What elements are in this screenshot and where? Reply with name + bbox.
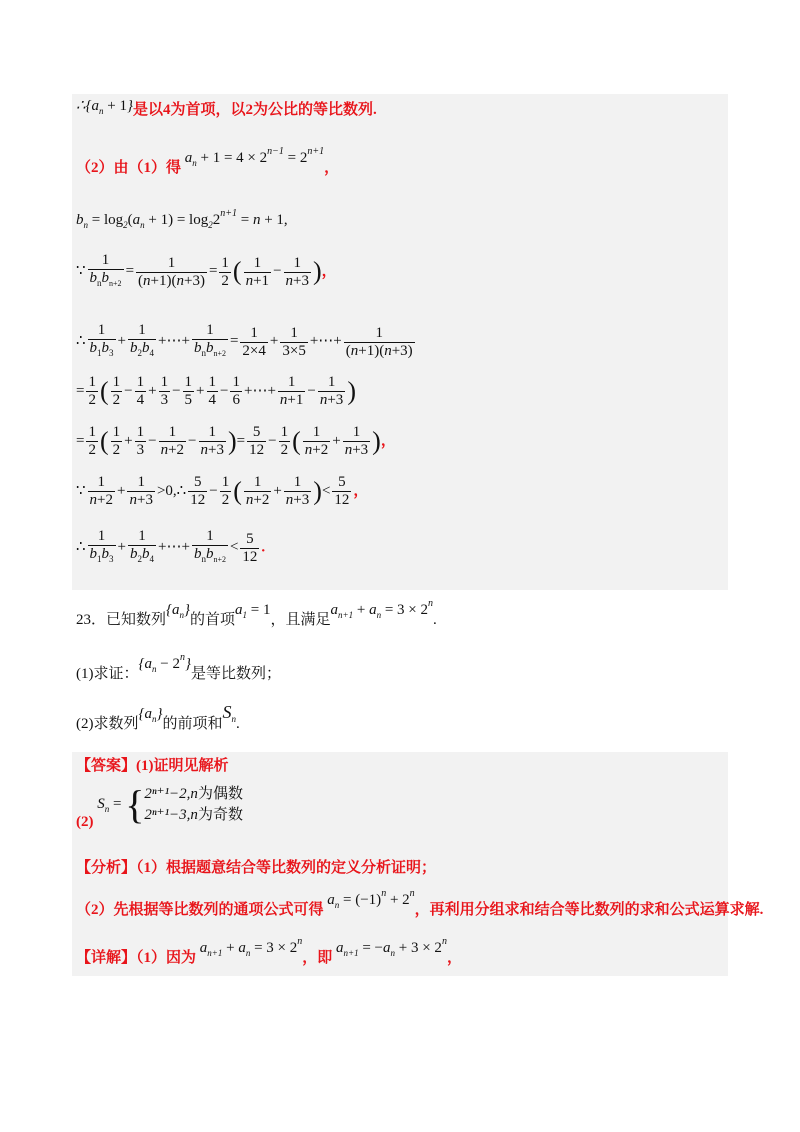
problem-stem bbox=[76, 598, 437, 632]
solution-final-line bbox=[76, 528, 265, 568]
detail-a: （1）因为 bbox=[136, 950, 197, 966]
math-sn: $S_n$ bbox=[222, 702, 237, 724]
stem-a: 已知数列 bbox=[106, 612, 167, 628]
math-an-minus-2n: $\{a_n - 2^n\}$ bbox=[138, 652, 191, 674]
math-an-plus-1-formula: $a_n + 1 = 4 \times 2^{n-1} = 2^{n+1}$ bbox=[184, 146, 325, 168]
ineq-suffix: ， bbox=[353, 482, 369, 499]
analysis-1: （1）根据题意结合等比数列的定义分析证明； bbox=[136, 860, 437, 876]
case-odd-expr: 2ⁿ⁺¹−3,n bbox=[144, 807, 198, 823]
stem-c: ，且满足 bbox=[270, 612, 331, 628]
q2-prefix: (2)求数列 bbox=[76, 716, 139, 732]
stem-end: . bbox=[433, 612, 437, 628]
math-inequality: ∵ $\frac{1}{n+2}$ + $\frac{1}{n+3}$ >0,∴ $\frac{5}{12}$ − $\frac{1}{2}$ ( $\frac{1}{n+2}$ + $\frac{1}{n+3}$ )< $\frac{5}{12}$ bbox=[76, 474, 350, 508]
math-sn-piecewise: $S_n$ = { 2ⁿ⁺¹−2,n为偶数 2ⁿ⁺¹−3,n为奇数 bbox=[97, 782, 243, 827]
case-odd-word: 为奇数 bbox=[197, 807, 243, 823]
math-seq-an-plus-1: $\therefore\{a_n + 1\}$ bbox=[76, 98, 134, 116]
math-seq-an: $\{a_n\}$ bbox=[166, 602, 191, 620]
stem-b: 的首项 bbox=[190, 612, 236, 628]
detail-b: ，即 bbox=[302, 950, 333, 966]
math-split-fraction: ∵ $\frac{1}{b_nb_{n+2}}$ = $\frac{1}{(n+1)(n+3)}$ = $\frac{1}{2}$ ( $\frac{1}{n+1}$ − $\frac{1}{n+3}$ ) bbox=[76, 252, 322, 289]
answer-label: 【答案】 bbox=[76, 758, 137, 774]
analysis-2b: ，再利用分组求和结合等比数列的求和公式运算求解. bbox=[414, 902, 764, 918]
answer-2-line bbox=[76, 782, 243, 831]
q1-suffix: 是等比数列； bbox=[190, 666, 281, 682]
math-telescoping: = $\frac{1}{2}$ ( $\frac{1}{2}$ − $\frac{1}{4}$ + $\frac{1}{3}$ − $\frac{1}{5}$ + $\frac{1}{4}$ − $\frac{1}{6}$ +⋯+ $\frac{1}{n+1}$ − $\frac{1}{n+3}$ ) bbox=[76, 374, 356, 408]
analysis-line-1 bbox=[76, 858, 436, 878]
math-detail-rearranged: $a_{n+1} = -a_n + 3 \times 2^n$ bbox=[336, 936, 447, 958]
math-a1: $a_1 = 1$ bbox=[235, 602, 271, 620]
case-even-word: 为偶数 bbox=[197, 786, 243, 802]
answer-1: (1)证明见解析 bbox=[136, 758, 229, 774]
solution-part2-line bbox=[76, 146, 340, 180]
solution-sum-line-2 bbox=[76, 374, 356, 409]
conclusion-text: 是以4为首项，以2为公比的等比数列. bbox=[133, 102, 377, 118]
solution-sum-line-1 bbox=[76, 322, 417, 362]
part2-prefix: （2）由（1）得 bbox=[76, 160, 182, 176]
solution-inequality-line bbox=[76, 474, 368, 509]
problem-number: 23． bbox=[76, 612, 107, 628]
case-even-expr: 2ⁿ⁺¹−2,n bbox=[144, 786, 198, 802]
line3-suffix: ， bbox=[380, 432, 396, 449]
answer-line bbox=[76, 756, 229, 776]
solution-because-line bbox=[76, 252, 337, 292]
math-bn-log: $b_n = \log_2(a_n + 1) = \log_22^{n+1} = n + 1$, bbox=[76, 208, 288, 230]
detail-line bbox=[76, 936, 462, 970]
because-suffix: ， bbox=[321, 263, 337, 280]
detail-c: ， bbox=[446, 950, 462, 966]
question-1 bbox=[76, 652, 281, 686]
math-seq-an-2: $\{a_n\}$ bbox=[138, 706, 163, 724]
solution-bn-line bbox=[76, 210, 288, 232]
question-2 bbox=[76, 702, 240, 735]
answer-2-label: (2) bbox=[76, 814, 94, 831]
solution-line-conclusion bbox=[76, 100, 377, 121]
q2-end: . bbox=[236, 716, 240, 732]
solution-sum-line-3 bbox=[76, 424, 396, 459]
part2-suffix: ， bbox=[324, 160, 340, 176]
math-an-closed-form: $a_n = (-1)^n + 2^n$ bbox=[327, 888, 415, 910]
math-sum-expansion: ∴ $\frac{1}{b_1b_3}$ + $\frac{1}{b_2b_4}$ +⋯+ $\frac{1}{b_nb_{n+2}}$ = $\frac{1}{2\times 4}$ + $\frac{1}{3\times 5}$ +⋯+ $\frac{1}{(n+1)(n+3)}$ bbox=[76, 322, 413, 359]
math-final-bound: ∴ $\frac{1}{b_1b_3}$ + $\frac{1}{b_2b_4}$ +⋯+ $\frac{1}{b_nb_{n+2}}$ < $\frac{5}{12}$ bbox=[76, 528, 258, 565]
q1-prefix: (1)求证： bbox=[76, 666, 139, 682]
analysis-label: 【分析】 bbox=[76, 860, 137, 876]
math-simplified-sum: = $\frac{1}{2}$ ( $\frac{1}{2}$ + $\frac{1}{3}$ − $\frac{1}{n+2}$ − $\frac{1}{n+3}$ )= $\frac{5}{12}$ − $\frac{1}{2}$ ( $\frac{1}{n+2}$ + $\frac{1}{n+3}$ ) bbox=[76, 424, 381, 458]
analysis-line-2 bbox=[76, 888, 764, 922]
q2-mid: 的前项和 bbox=[162, 716, 223, 732]
math-recurrence: $a_{n+1} + a_n = 3 \times 2^n$ bbox=[330, 598, 433, 620]
analysis-2a: （2）先根据等比数列的通项公式可得 bbox=[76, 902, 324, 918]
math-detail-recurrence: $a_{n+1} + a_n = 3 \times 2^n$ bbox=[199, 936, 303, 958]
final-suffix: . bbox=[261, 539, 266, 556]
detail-label: 【详解】 bbox=[76, 950, 137, 966]
